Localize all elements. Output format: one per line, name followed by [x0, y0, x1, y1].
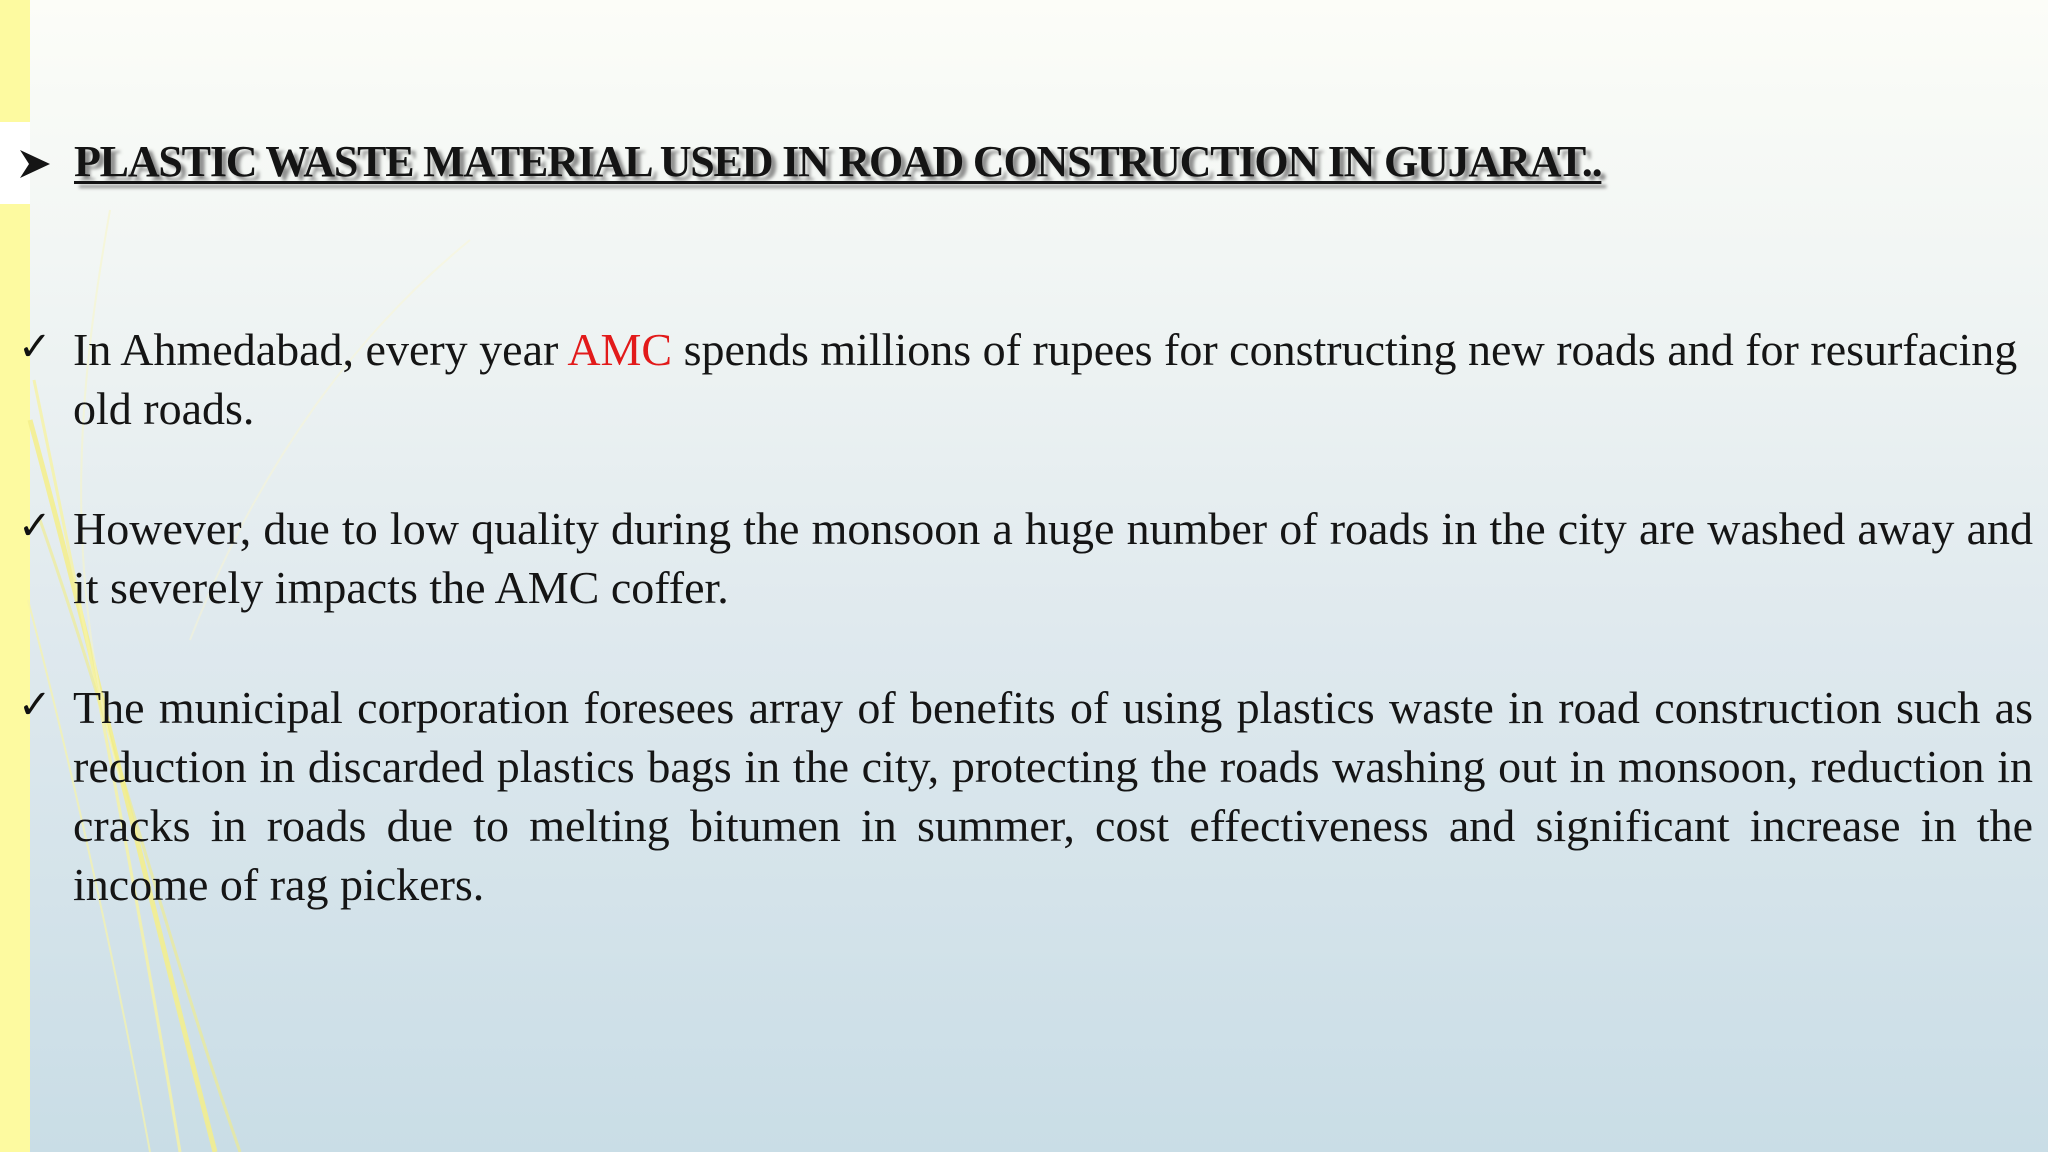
bullet-text: [73, 320, 2033, 438]
checkmark-icon: ✓: [18, 503, 52, 549]
bullet-text-part: spends millions of rupees for constructing new roads and for resurfacing old roads.: [73, 324, 2018, 434]
checkmark-icon: ✓: [18, 324, 52, 370]
bullet-text: The municipal corporation foresees array of benefits of using plastics waste in road construction such as reduction in discarded plastics bags in the city, protecting the roads washing out in monsoon, reduction in cracks in roads due to melting bitumen in summer, cost effectiveness and significant increase in the income of rag pickers.: [73, 682, 2033, 910]
slide-title: PLASTIC WASTE MATERIAL USED IN ROAD CONSTRUCTION IN GUJARAT..: [74, 137, 1602, 186]
arrowhead-bullet-icon: [18, 148, 52, 180]
highlighted-term: AMC: [567, 324, 673, 375]
title-row: [14, 132, 1974, 192]
checkmark-icon: ✓: [18, 682, 52, 728]
bullet-text: However, due to low quality during the monsoon a huge number of roads in the city are washed away and it severely impacts the AMC coffer.: [73, 503, 2033, 613]
bullet-text-part: In Ahmedabad, every year: [73, 324, 568, 375]
